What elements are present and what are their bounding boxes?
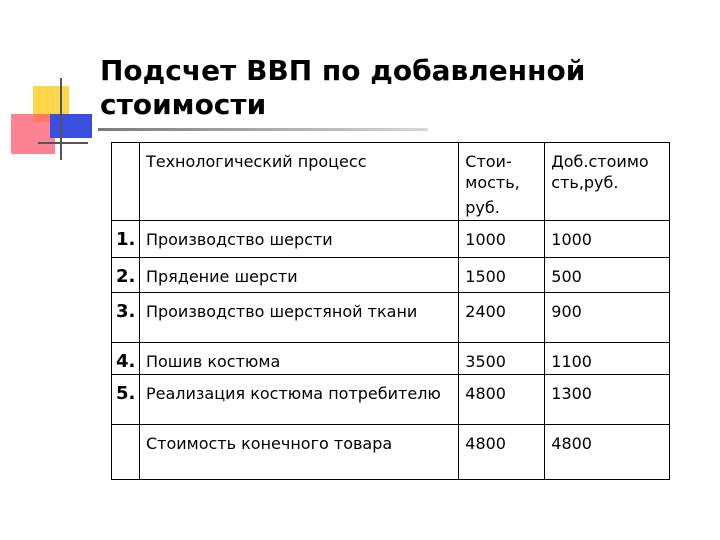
- row-number: 4.: [112, 343, 140, 375]
- table-row: [112, 258, 670, 293]
- row-cost: 2400: [459, 293, 545, 343]
- row-process: Пошив костюма: [139, 343, 458, 375]
- row-number: 5.: [112, 375, 140, 425]
- title-underline: [98, 128, 428, 131]
- row-process: Производство шерсти: [139, 221, 458, 258]
- total-number-cell: [112, 425, 140, 480]
- header-cost-line2: мость,: [465, 173, 520, 192]
- row-added: 1100: [545, 343, 670, 375]
- row-cost: 1500: [459, 258, 545, 293]
- total-process: Стоимость конечного товара: [139, 425, 458, 480]
- table-total-row: [112, 425, 670, 480]
- header-number-cell: [112, 143, 140, 221]
- table-row: [112, 375, 670, 425]
- row-cost: 4800: [459, 375, 545, 425]
- decor-red-square: [11, 114, 55, 154]
- row-process: Прядение шерсти: [139, 258, 458, 293]
- table-row: [112, 221, 670, 258]
- header-cost-line3: руб.: [465, 198, 500, 217]
- row-number: 2.: [112, 258, 140, 293]
- slide-title: Подсчет ВВП по добавленной стоимости: [100, 54, 586, 121]
- decor-vertical-line: [60, 78, 62, 160]
- decor-blue-square: [50, 114, 92, 138]
- header-added-cell: Доб.стоимо сть,руб.: [545, 143, 670, 221]
- header-cost-line1: Стои-: [465, 152, 512, 171]
- header-process-cell: Технологический процесс: [139, 143, 458, 221]
- row-cost: 3500: [459, 343, 545, 375]
- table-header-row: [112, 143, 670, 221]
- header-cost-cell: [459, 143, 545, 221]
- gdp-table: [111, 142, 670, 480]
- row-process: Реализация костюма потребителю: [139, 375, 458, 425]
- row-number: 3.: [112, 293, 140, 343]
- row-cost: 1000: [459, 221, 545, 258]
- row-number: 1.: [112, 221, 140, 258]
- table-row: [112, 343, 670, 375]
- row-added: 500: [545, 258, 670, 293]
- table-row: [112, 293, 670, 343]
- row-added: 1000: [545, 221, 670, 258]
- decor-horizontal-line: [38, 142, 88, 144]
- row-process: Производство шерстяной ткани: [139, 293, 458, 343]
- row-added: 900: [545, 293, 670, 343]
- total-added: 4800: [545, 425, 670, 480]
- row-added: 1300: [545, 375, 670, 425]
- total-cost: 4800: [459, 425, 545, 480]
